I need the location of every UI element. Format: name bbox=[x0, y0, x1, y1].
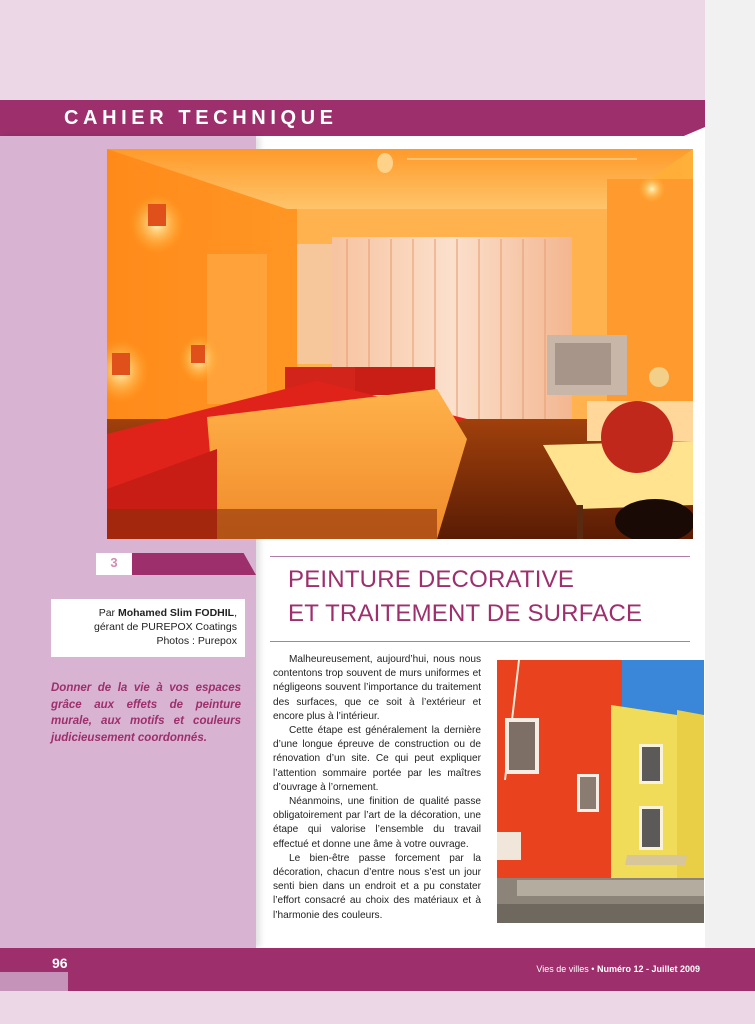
title-rule-bottom bbox=[270, 641, 690, 642]
credit-author-line bbox=[99, 607, 237, 619]
facade-photo bbox=[497, 660, 704, 923]
credit-by: Par bbox=[98, 607, 118, 619]
magazine-name: Vies de villes bbox=[536, 964, 589, 974]
title-rule-top bbox=[270, 556, 690, 557]
body-paragraph: Malheureusement, aujourd’hui, nous nous contentons trop souvent de murs uniformes et négligeons souvent l’importance du traitement des surfaces, que ce soit à l’extérieur et encore plus à l’intérieur. bbox=[273, 654, 481, 722]
article-body bbox=[273, 653, 481, 923]
body-paragraph: Cette étape est généralement la dernière d’une longue épreuve de construction ou de rénovation d’un site. Ce qui peut expliquer l’attention sommaire portée par les maîtres d’ouvrage à l’ornement. bbox=[273, 725, 481, 793]
body-paragraph: Le bien-être passe forcement par la décoration, chacun d’entre nous s’est un jour senti bien dans un endroit et a pu constater l’effort consacré au choix des matériaux et à l’harmonie des couleurs. bbox=[273, 852, 481, 921]
article-title-line-1: PEINTURE DECORATIVE bbox=[288, 566, 575, 593]
section-title: CAHIER TECHNIQUE bbox=[64, 107, 338, 129]
footer-band bbox=[0, 991, 755, 1024]
footer-separator: • bbox=[591, 964, 595, 974]
lead-paragraph: Donner de la vie à vos espaces grâce aux effets de peinture murale, aux motifs et couleurs judicieusement coordonnés. bbox=[51, 682, 241, 744]
credits-box bbox=[51, 599, 245, 657]
body-paragraph: Néanmoins, une finition de qualité passe obligatoirement par l’art de la décoration, une étape qui valorise l’ensemble du travail effectué et donne une âme à votre ouvrage. bbox=[273, 796, 481, 850]
article-number-bar bbox=[132, 553, 256, 575]
article-number: 3 bbox=[110, 555, 118, 570]
footer-publication bbox=[536, 964, 700, 974]
bedroom-photo bbox=[107, 149, 693, 539]
header-band bbox=[0, 0, 705, 100]
credit-role: gérant de PUREPOX Coatings bbox=[94, 621, 237, 633]
credit-author-suffix: , bbox=[234, 607, 237, 619]
article-title-line-2: ET TRAITEMENT DE SURFACE bbox=[288, 600, 643, 627]
page-number: 96 bbox=[52, 955, 68, 971]
credit-author: Mohamed Slim FODHIL bbox=[117, 607, 235, 619]
credit-photos: Photos : Purepox bbox=[156, 635, 237, 647]
page-edge-strip bbox=[705, 0, 755, 1024]
issue-info: Numéro 12 - Juillet 2009 bbox=[596, 964, 700, 974]
footer-accent bbox=[0, 972, 68, 991]
